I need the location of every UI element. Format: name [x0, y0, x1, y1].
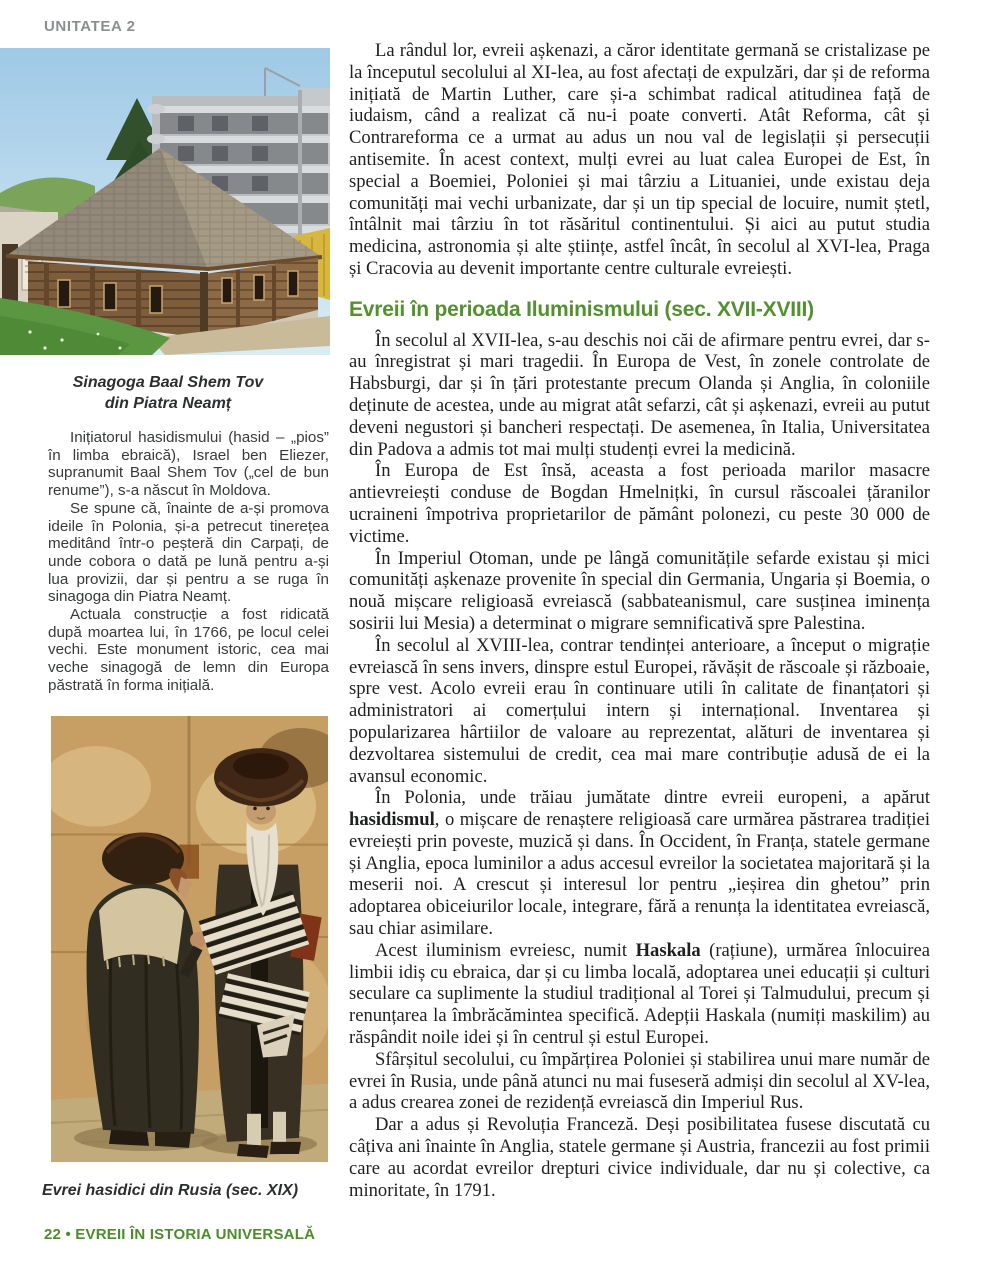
page-number: 22: [44, 1226, 62, 1243]
note-paragraph: Se spune că, înainte de a-și promova ideile în Polonia, și-a petrecut tinerețea meditând într-o peșteră din Carpați, de unde cobora o dată pe lună pentru a-și lua provizii, dar și pentru a se ruga în sinagoga din Piatra Neamț.: [48, 499, 329, 606]
hasidic-jews-painting: [51, 716, 328, 1162]
body-paragraph: Acest iluminism evreiesc, numit Haskala (rațiune), urmărea înlocuirea limbii idiș cu ebraica, dar și cu limba locală, adoptarea unei educații și culturi seculare ca suplimente la studiul tradițional al Torei și Talmudului, precum și renunțarea la îmbrăcămintea specifică. Adepții Haskala (numiți maskilim) au răspândit noile idei și în centrul și estul Europei.: [349, 939, 930, 1049]
footer-separator: •: [65, 1226, 71, 1243]
unit-header: UNITATEA 2: [44, 18, 136, 35]
caption-line-2: din Piatra Neamț: [104, 395, 232, 412]
note-paragraph: Inițiatorul hasidismului (hasid – „pios” în limba ebraică), Israel ben Eliezer, supranumit Baal Shem Tov („cel de bun renume”), s-a născut în Moldova.: [48, 429, 329, 500]
note-paragraph: Actuala construcție a fost ridicată după moartea lui, în 1766, pe locul celei vechi. Este monument istoric, cea mai veche sinagogă de lemn din Europa păstrată în forma inițială.: [48, 606, 329, 694]
section-heading: Evreii în perioada Iluminismului (sec. XVII-XVIII): [349, 297, 814, 321]
painting-caption: Evrei hasidici din Rusia (sec. XIX): [41, 1182, 299, 1199]
body-paragraph: La rândul lor, evreii așkenazi, a căror identitate germană se cristalizase pe la începutul secolului al XI-lea, au fost afectați de expulzări, dar și de reforma inițiată de Martin Luther, care și-a schimbat radical atitudinea față de iudaism, când a realizat că nu-i poate converti. Atât Reforma, cât și Contrareforma ce a urmat au adus un nou val de legislații și persecuții antisemite. În acest context, mulți evrei au luat calea Europei de Est, în special a Boemiei, Poloniei și mai târziu a Lituaniei, unde existau deja comunități mai vechi urbanizate, dar și un tip special de locuire, numit ștetl, întâlnit mai târziu în tot răsăritul continentului. Și aici au putut studia medicina, astronomia și alte științe, astfel încât, în secolul al XVI-lea, Praga și Cracovia au devenit importante centre culturale evreiești.: [349, 40, 930, 279]
body-paragraph: Dar a adus și Revoluția Franceză. Deși posibilitatea fusese discutată cu câțiva ani înainte în Anglia, statele germane și Austria, francezii au fost primii care au acordat evreilor drepturi civice individuale, dar nu și colective, ca minoritate, în 1791.: [349, 1114, 930, 1201]
hasidic-jews-painting-illustration: [51, 716, 328, 1162]
footer-book-title: EVREII ÎN ISTORIA UNIVERSALĂ: [75, 1226, 316, 1243]
body-paragraph: În Imperiul Otoman, unde pe lângă comunitățile sefarde existau și mici comunități așkenaze provenite în special din Germania, Ungaria și Boemia, o nouă mișcare religioasă evreiască (sabbateanismul, care susținea iminența sosirii lui Mesia) a determinat o migrare semnificativă spre Palestina.: [349, 547, 930, 634]
body-paragraph: În secolul al XVII-lea, s-au deschis noi căi de afirmare pentru evrei, dar s-au înregistrat și mari tragedii. În Europa de Vest, în zonele controlate de Habsburgi, dar și în țări protestante precum Olanda și Anglia, în coloniile deținute de acestea, unde au migrat atât sefarzi, cât și așkenazi, evreii au putut deveni negustori și bancheri respectați. De asemenea, în Italia, Universitatea din Padova a admis tot mai mulți studenți evrei la medicină.: [349, 329, 930, 460]
body-paragraph: În secolul al XVIII-lea, contrar tendinței anterioare, a început o migrație evreiască în sens invers, dinspre estul Europei, răvășit de răscoale și războaie, spre vest. Acolo evreii erau în continuare utili în calitate de finanțatori și administratori ai comerțului intern și internațional. Inventarea și popularizarea hârtiilor de valoare au reprezentat, alături de inventarea și dezvoltarea sistemului de credit, cea mai mare contribuție adusă de ei la avansul economic.: [349, 634, 930, 787]
body-paragraph: În Europa de Est însă, aceasta a fost perioada marilor masacre antievreiești conduse de Bogdan Hmelnițki, în cursul răscoalei țăranilor ucraineni împotriva proprietarilor de pământ polonezi, cu peste 30 000 de victime.: [349, 460, 930, 547]
synagogue-photo: [0, 48, 330, 355]
sidebar-note: [48, 429, 329, 695]
body-paragraph: Sfârșitul secolului, cu împărțirea Poloniei și stabilirea unui mare număr de evrei în Rusia, unde până atunci nu mai fuseseră admiși din secolul al XV-lea, a adus crearea zonei de rezidență evreiască din Imperiul Rus.: [349, 1048, 930, 1114]
article-body: [349, 40, 930, 1230]
synagogue-photo-caption: [0, 372, 336, 414]
body-paragraph: În Polonia, unde trăiau jumătate dintre evreii europeni, a apărut hasidismul, o mișcare de renaștere religioasă care urmărea păstrarea tradiției evreiești prin poveste, muzică și dans. În Occident, în Franța, statele germane și Anglia, epoca luminilor a adus accesul evreilor la societatea majoritară și la meserii noi. A crescut și interesul lor pentru „ieșirea din ghetou” prin adoptarea obiceiurilor locale, integrare, fără a renunța la identitatea evreiască, sau chiar asimilare.: [349, 787, 930, 940]
synagogue-photo-illustration: [0, 48, 330, 355]
caption-line-1: Sinagoga Baal Shem Tov: [72, 374, 264, 391]
page-footer: [44, 1226, 315, 1243]
